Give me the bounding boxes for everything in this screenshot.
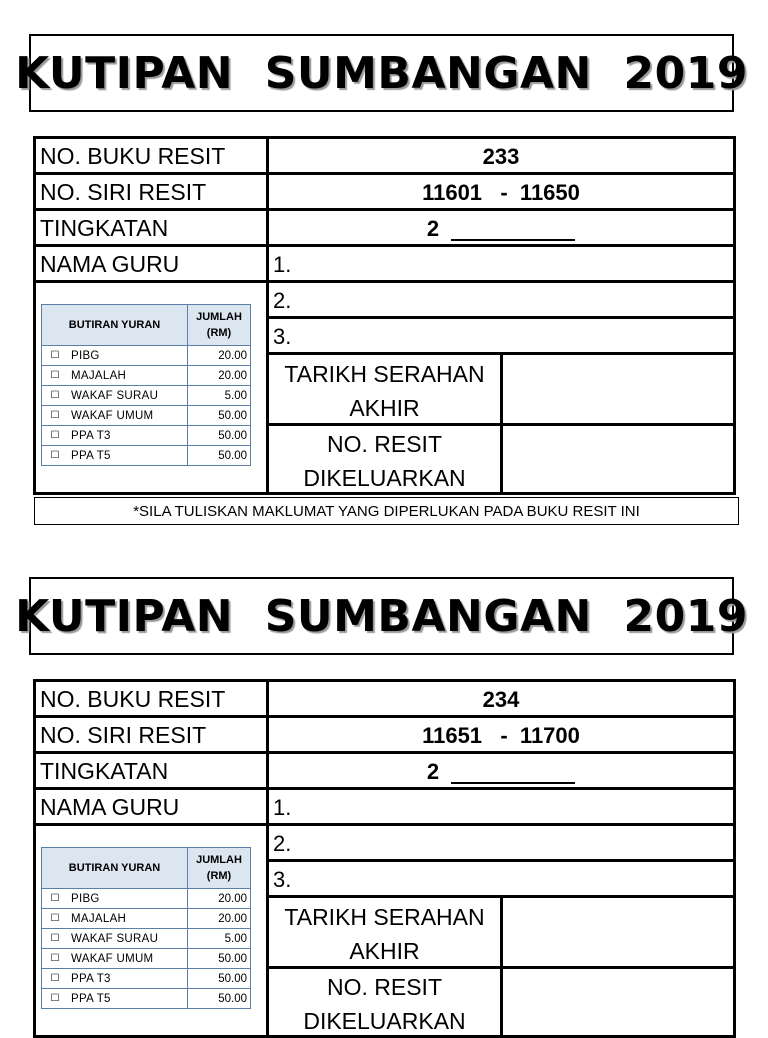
fee-row [42,929,251,949]
fee-row [42,366,251,386]
label-nama-guru: NAMA GURU [40,251,180,277]
fee-row [42,406,251,426]
value-no-buku-resit: 234 [482,686,520,712]
fee-table [41,304,251,466]
guru-line-3[interactable]: 3. [273,866,292,892]
fee-header-item: BUTIRAN YURAN [42,848,188,889]
fee-row [42,909,251,929]
tarikh-serahan-field[interactable] [503,898,733,966]
checkbox-icon[interactable]: ☐ [42,346,69,366]
fee-row [42,346,251,366]
value-tingkatan: 2 [269,754,733,789]
value-no-siri-resit: 11601 - 11650 [422,179,580,205]
no-resit-field[interactable] [503,426,733,492]
label-no-buku-resit: NO. BUKU RESIT [40,143,226,169]
fee-row [42,446,251,466]
fee-row [42,386,251,406]
guru-line-3[interactable]: 3. [273,323,292,349]
value-no-buku-resit: 233 [482,143,520,169]
instruction-note: *SILA TULISKAN MAKLUMAT YANG DIPERLUKAN PADA BUKU RESIT INI [34,497,739,525]
fee-amount: 50.00 [188,949,251,969]
fee-amount: 20.00 [188,889,251,909]
fee-name: WAKAF UMUM [68,406,188,426]
label-tingkatan: TINGKATAN [40,215,169,241]
fee-amount: 5.00 [188,386,251,406]
checkbox-icon[interactable]: ☐ [42,929,69,949]
fee-name: PPA T3 [68,426,188,446]
checkbox-icon[interactable]: ☐ [42,989,69,1009]
label-no-siri-resit: NO. SIRI RESIT [40,179,207,205]
fee-header-amount: JUMLAH (RM) [188,848,251,889]
fee-amount: 5.00 [188,929,251,949]
fee-amount: 20.00 [188,346,251,366]
fee-name: PPA T5 [68,989,188,1009]
value-no-siri-resit: 11651 - 11700 [422,722,580,748]
receipt-form [33,136,736,495]
fee-name: WAKAF SURAU [68,929,188,949]
fee-amount: 50.00 [188,426,251,446]
label-no-resit-dikeluarkan: NO. RESIT DIKELUARKAN [303,974,466,1034]
checkbox-icon[interactable]: ☐ [42,366,69,386]
checkbox-icon[interactable]: ☐ [42,909,69,929]
label-tingkatan: TINGKATAN [40,758,169,784]
checkbox-icon[interactable]: ☐ [42,949,69,969]
fee-name: MAJALAH [68,366,188,386]
checkbox-icon[interactable]: ☐ [42,446,69,466]
label-tarikh-serahan: TARIKH SERAHAN AKHIR [284,904,485,964]
checkbox-icon[interactable]: ☐ [42,969,69,989]
guru-line-2[interactable]: 2. [273,830,292,856]
receipt-title: KUTIPAN SUMBANGAN 2019 [29,577,734,655]
fee-name: PIBG [68,346,188,366]
no-resit-field[interactable] [503,969,733,1035]
receipt-title: KUTIPAN SUMBANGAN 2019 [29,34,734,112]
fee-name: PPA T3 [68,969,188,989]
checkbox-icon[interactable]: ☐ [42,426,69,446]
fee-row [42,949,251,969]
fee-amount: 50.00 [188,406,251,426]
fee-amount: 50.00 [188,446,251,466]
fee-name: PIBG [68,889,188,909]
checkbox-icon[interactable]: ☐ [42,406,69,426]
tarikh-serahan-field[interactable] [503,355,733,423]
fee-amount: 20.00 [188,366,251,386]
guru-line-2[interactable]: 2. [273,287,292,313]
guru-line-1[interactable]: 1. [273,251,292,277]
fee-row [42,989,251,1009]
checkbox-icon[interactable]: ☐ [42,889,69,909]
fee-row [42,969,251,989]
fee-amount: 50.00 [188,989,251,1009]
label-no-resit-dikeluarkan: NO. RESIT DIKELUARKAN [303,431,466,491]
fee-name: MAJALAH [68,909,188,929]
fee-name: WAKAF UMUM [68,949,188,969]
fee-header-item: BUTIRAN YURAN [42,305,188,346]
guru-line-1[interactable]: 1. [273,794,292,820]
fee-row [42,426,251,446]
fee-name: WAKAF SURAU [68,386,188,406]
label-no-buku-resit: NO. BUKU RESIT [40,686,226,712]
fee-table [41,847,251,1009]
fee-name: PPA T5 [68,446,188,466]
label-no-siri-resit: NO. SIRI RESIT [40,722,207,748]
fee-row [42,889,251,909]
receipt-form [33,679,736,1038]
label-tarikh-serahan: TARIKH SERAHAN AKHIR [284,361,485,421]
fee-header-amount: JUMLAH (RM) [188,305,251,346]
fee-amount: 50.00 [188,969,251,989]
label-nama-guru: NAMA GURU [40,794,180,820]
value-tingkatan: 2 [269,211,733,246]
checkbox-icon[interactable]: ☐ [42,386,69,406]
fee-amount: 20.00 [188,909,251,929]
